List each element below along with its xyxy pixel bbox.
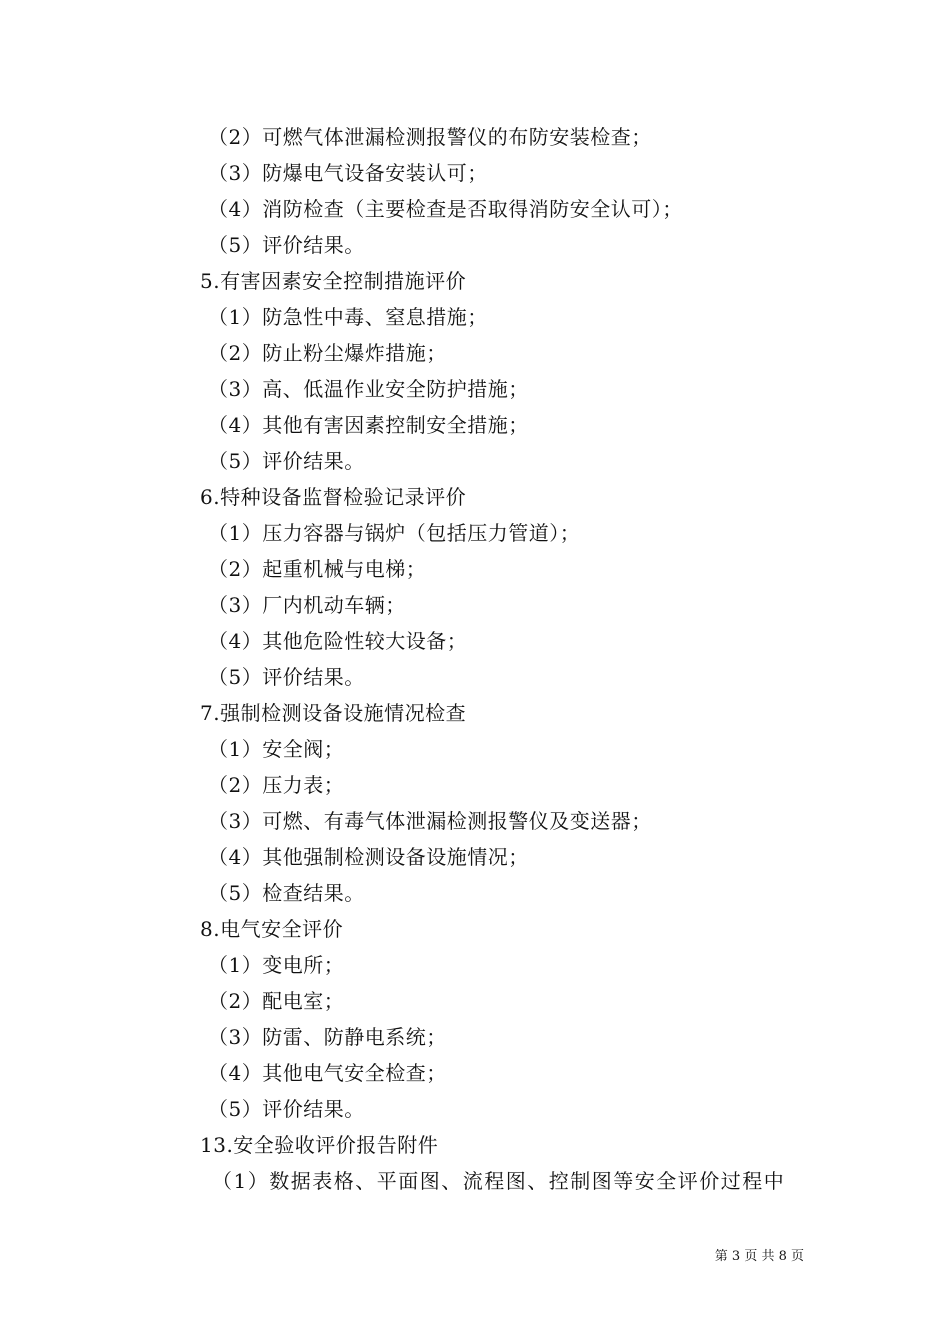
section-heading: 5.有害因素安全控制措施评价	[200, 269, 467, 293]
list-item: （4）其他强制检测设备设施情况；	[208, 845, 529, 869]
page-number: 第 3 页 共 8 页	[714, 1249, 804, 1264]
list-item: （2）压力表；	[208, 773, 345, 797]
list-item: （5）评价结果。	[208, 233, 365, 257]
list-item: （3）防雷、防静电系统；	[208, 1025, 447, 1049]
list-item: （4）其他电气安全检查；	[208, 1061, 447, 1085]
list-item: （2）配电室；	[208, 989, 345, 1013]
list-item: （5）评价结果。	[208, 1097, 365, 1121]
list-item: （2）可燃气体泄漏检测报警仪的布防安装检查；	[208, 125, 652, 149]
list-item: （5）评价结果。	[208, 665, 365, 689]
document-body	[200, 119, 840, 1199]
list-item: （4）其他危险性较大设备；	[208, 629, 468, 653]
list-item: （1）防急性中毒、窒息措施；	[208, 305, 488, 329]
list-item: （5）检查结果。	[208, 881, 365, 905]
page-footer	[0, 1247, 950, 1267]
section-heading: 13.安全验收评价报告附件	[200, 1133, 439, 1157]
list-item: （3）防爆电气设备安装认可；	[208, 161, 488, 185]
list-item: （2）起重机械与电梯；	[208, 557, 427, 581]
list-item: （1）变电所；	[208, 953, 345, 977]
section-heading: 7.强制检测设备设施情况检查	[200, 701, 467, 725]
list-item: （4）其他有害因素控制安全措施；	[208, 413, 529, 437]
section-heading: 6.特种设备监督检验记录评价	[200, 485, 467, 509]
list-item: （2）防止粉尘爆炸措施；	[208, 341, 447, 365]
list-item: （3）可燃、有毒气体泄漏检测报警仪及变送器；	[208, 809, 652, 833]
list-item: （1）安全阀；	[208, 737, 345, 761]
list-item: （5）评价结果。	[208, 449, 365, 473]
list-item: （1）数据表格、平面图、流程图、控制图等安全评价过程中	[212, 1169, 786, 1193]
list-item: （1）压力容器与锅炉（包括压力管道）；	[208, 521, 581, 545]
list-item: （3）高、低温作业安全防护措施；	[208, 377, 529, 401]
list-item: （3）厂内机动车辆；	[208, 593, 406, 617]
section-heading: 8.电气安全评价	[200, 917, 344, 941]
list-item: （4）消防检查（主要检查是否取得消防安全认可）；	[208, 197, 683, 221]
